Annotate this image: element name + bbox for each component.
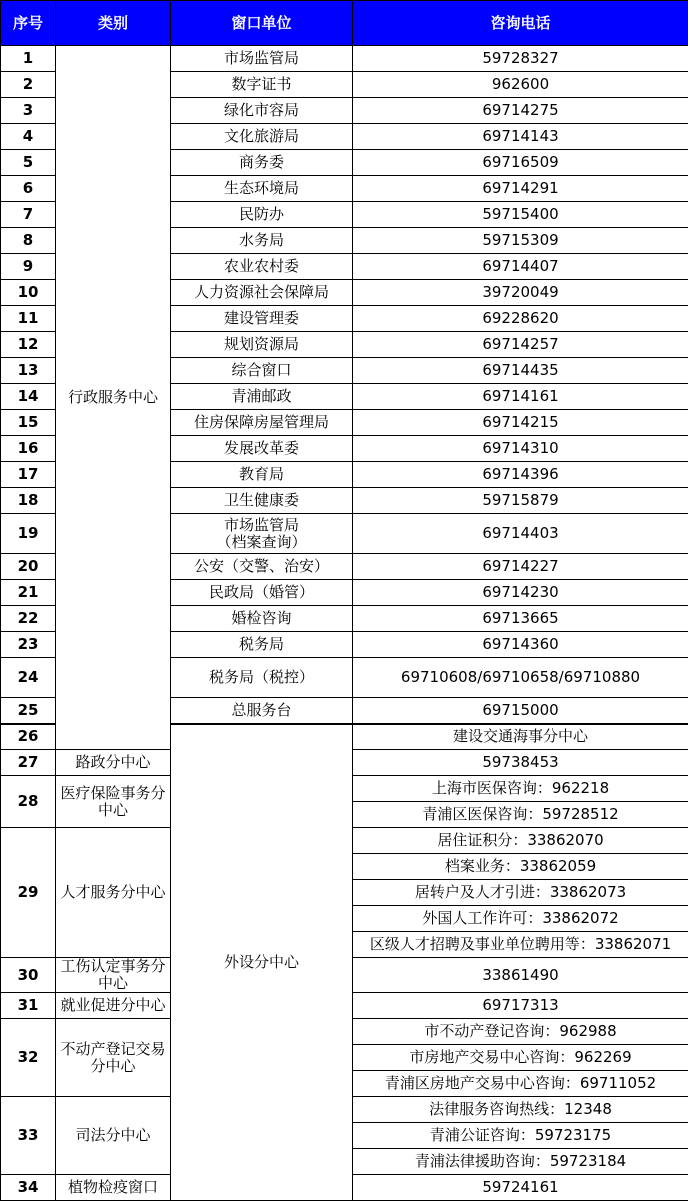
phone-number: 外国人工作许可：33862072: [353, 906, 688, 932]
category-external: 外设分中心: [171, 724, 353, 1201]
unit-name: 发展改革委: [171, 436, 353, 462]
row-number: 4: [1, 124, 56, 150]
phone-number: 青浦区房地产交易中心咨询：69711052: [353, 1071, 688, 1097]
phone-number: 69714407: [353, 254, 688, 280]
unit-name: 总服务台: [171, 698, 353, 724]
phone-number: 69714310: [353, 436, 688, 462]
phone-number: 市房地产交易中心咨询：962269: [353, 1045, 688, 1071]
row-number: 12: [1, 332, 56, 358]
unit-name: 建设交通海事分中心: [353, 724, 688, 750]
row-number: 7: [1, 202, 56, 228]
phone-number: 69714291: [353, 176, 688, 202]
phone-number: 市不动产登记咨询：962988: [353, 1019, 688, 1045]
unit-name: 婚检咨询: [171, 606, 353, 632]
phone-number: 69714227: [353, 554, 688, 580]
phone-number: 33861490: [353, 958, 688, 993]
row-number: 29: [1, 828, 56, 958]
unit-name: 就业促进分中心: [56, 993, 171, 1019]
unit-name: 司法分中心: [56, 1097, 171, 1175]
row-number: 18: [1, 488, 56, 514]
row-number: 5: [1, 150, 56, 176]
table-row: [1, 46, 688, 72]
phone-number: 青浦区医保咨询：59728512: [353, 802, 688, 828]
phone-number: 区级人才招聘及事业单位聘用等：33862071: [353, 932, 688, 958]
row-number: 33: [1, 1097, 56, 1175]
phone-number: 青浦公证咨询：59723175: [353, 1123, 688, 1149]
header-unit: 窗口单位: [171, 1, 353, 46]
row-number: 13: [1, 358, 56, 384]
phone-number: 上海市医保咨询：962218: [353, 776, 688, 802]
unit-name: 文化旅游局: [171, 124, 353, 150]
unit-name-line1: 市场监管局: [224, 516, 299, 534]
row-number: 26: [1, 724, 56, 750]
unit-name: 市场监管局: [171, 46, 353, 72]
phone-number: 59724161: [353, 1175, 688, 1201]
phone-number: 69714143: [353, 124, 688, 150]
unit-name: 不动产登记交易分中心: [56, 1019, 171, 1097]
row-number: 20: [1, 554, 56, 580]
phone-number: 59715879: [353, 488, 688, 514]
phone-number: 69714403: [353, 514, 688, 554]
unit-name: 税务局: [171, 632, 353, 658]
unit-name: 农业农村委: [171, 254, 353, 280]
phone-number: 69228620: [353, 306, 688, 332]
unit-name: 卫生健康委: [171, 488, 353, 514]
row-number: 19: [1, 514, 56, 554]
unit-name: 住房保障房屋管理局: [171, 410, 353, 436]
unit-name-line2: （档案查询）: [216, 533, 306, 551]
row-number: 10: [1, 280, 56, 306]
unit-name: 路政分中心: [56, 750, 171, 776]
row-number: 22: [1, 606, 56, 632]
phone-number: 69714360: [353, 632, 688, 658]
unit-name: 综合窗口: [171, 358, 353, 384]
phone-number: 居转户及人才引进：33862073: [353, 880, 688, 906]
row-number: 14: [1, 384, 56, 410]
unit-name: 商务委: [171, 150, 353, 176]
unit-name: [171, 514, 353, 554]
phone-number: 69714435: [353, 358, 688, 384]
category-admin: 行政服务中心: [56, 46, 171, 750]
header-no: 序号: [1, 1, 56, 46]
phone-number: 69716509: [353, 150, 688, 176]
unit-name: 数字证书: [171, 72, 353, 98]
phone-number: 青浦法律援助咨询：59723184: [353, 1149, 688, 1175]
unit-name: 青浦邮政: [171, 384, 353, 410]
phone-number: 962600: [353, 72, 688, 98]
phone-number: 69713665: [353, 606, 688, 632]
row-number: 28: [1, 776, 56, 828]
row-number: 9: [1, 254, 56, 280]
phone-number: 59715309: [353, 228, 688, 254]
phone-number: 档案业务：33862059: [353, 854, 688, 880]
row-number: 21: [1, 580, 56, 606]
phone-number: 69714275: [353, 98, 688, 124]
phone-number: 59728327: [353, 46, 688, 72]
phone-number: 69717313: [353, 993, 688, 1019]
phone-number: 59715400: [353, 202, 688, 228]
row-number: 27: [1, 750, 56, 776]
phone-number: 69714230: [353, 580, 688, 606]
unit-name: 建设管理委: [171, 306, 353, 332]
unit-name: 教育局: [171, 462, 353, 488]
unit-name: 植物检疫窗口: [56, 1175, 171, 1201]
unit-name: 民防办: [171, 202, 353, 228]
phone-number: 69714396: [353, 462, 688, 488]
unit-name: 人才服务分中心: [56, 828, 171, 958]
unit-name: 人力资源社会保障局: [171, 280, 353, 306]
table-header-row: [1, 1, 688, 46]
row-number: 15: [1, 410, 56, 436]
phone-number: 69714257: [353, 332, 688, 358]
row-number: 8: [1, 228, 56, 254]
unit-name: 医疗保险事务分中心: [56, 776, 171, 828]
phone-number: 59738453: [353, 750, 688, 776]
row-number: 6: [1, 176, 56, 202]
row-number: 17: [1, 462, 56, 488]
unit-name: 绿化市容局: [171, 98, 353, 124]
row-number: 3: [1, 98, 56, 124]
phone-number: 69715000: [353, 698, 688, 724]
header-phone: 咨询电话: [353, 1, 688, 46]
phone-number: 法律服务咨询热线：12348: [353, 1097, 688, 1123]
unit-name: 规划资源局: [171, 332, 353, 358]
phone-number: 69714161: [353, 384, 688, 410]
row-number: 32: [1, 1019, 56, 1097]
phone-number: 居住证积分：33862070: [353, 828, 688, 854]
unit-name: 工伤认定事务分中心: [56, 958, 171, 993]
unit-name: 公安（交警、治安）: [171, 554, 353, 580]
row-number: 11: [1, 306, 56, 332]
row-number: 30: [1, 958, 56, 993]
unit-name: 税务局（税控）: [171, 658, 353, 698]
unit-name: 民政局（婚管）: [171, 580, 353, 606]
row-number: 23: [1, 632, 56, 658]
phone-number: 39720049: [353, 280, 688, 306]
row-number: 25: [1, 698, 56, 724]
row-number: 24: [1, 658, 56, 698]
phone-number: 69714215: [353, 410, 688, 436]
header-category: 类别: [56, 1, 171, 46]
unit-name: 生态环境局: [171, 176, 353, 202]
phone-number: 69710608/69710658/69710880: [353, 658, 688, 698]
row-number: 31: [1, 993, 56, 1019]
unit-name: 水务局: [171, 228, 353, 254]
row-number: 2: [1, 72, 56, 98]
row-number: 16: [1, 436, 56, 462]
row-number: 1: [1, 46, 56, 72]
row-number: 34: [1, 1175, 56, 1201]
